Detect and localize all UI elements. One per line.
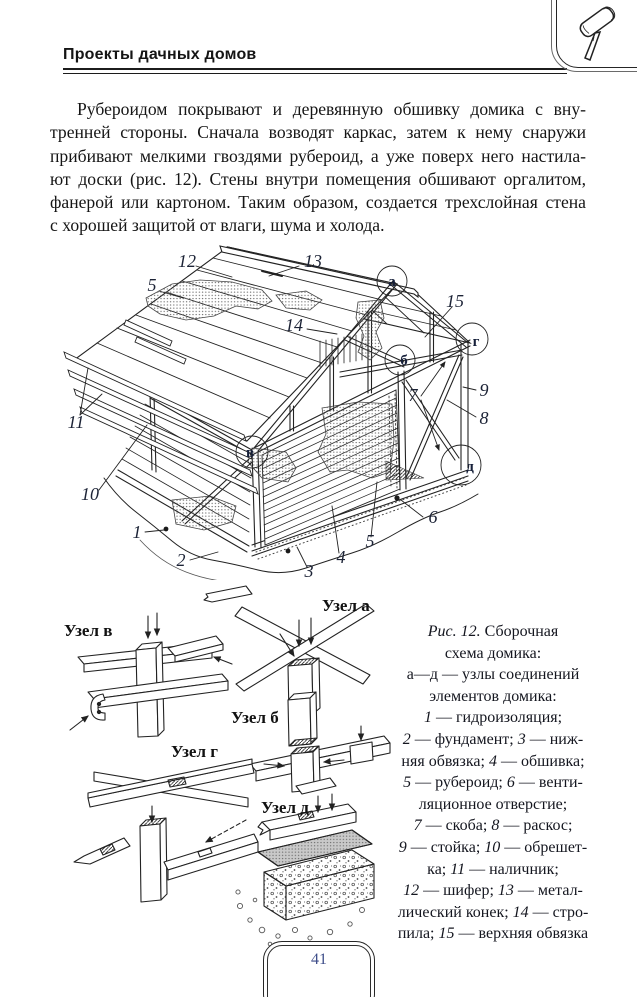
figure-callout-3: 3 xyxy=(304,561,314,580)
joint-letter-д: д xyxy=(466,459,474,475)
caption-line: 9 — стойка; 10 — обрешет- xyxy=(398,838,588,856)
figure-callout-5: 5 xyxy=(147,275,157,295)
figure-callout-5: 5 xyxy=(365,531,375,551)
caption-line: схема домика: xyxy=(444,644,542,662)
figure-callout-9: 9 xyxy=(479,380,489,400)
caption-line: ляционное отверстие; xyxy=(418,795,568,813)
figure-callout-11: 11 xyxy=(67,412,85,432)
header-rule-thick xyxy=(63,68,567,70)
caption-line: 12 — шифер; 13 — метал- xyxy=(403,882,583,900)
figure-callout-6: 6 xyxy=(428,507,438,527)
figure-caption xyxy=(386,621,600,945)
caption-line: 1 — гидроизоляция; xyxy=(423,709,563,727)
hammer-icon xyxy=(572,6,624,64)
page-number-box xyxy=(263,941,375,997)
node-label: Узел г xyxy=(171,742,218,761)
caption-line: 7 — скоба; 8 — раскос; xyxy=(413,817,573,835)
figure-callout-14: 14 xyxy=(285,315,303,335)
caption-line: Рис. 12. Сборочная xyxy=(427,623,559,640)
caption-line: элементов домика: xyxy=(429,687,557,705)
figure-callout-10: 10 xyxy=(81,484,99,504)
figure-callout-1: 1 xyxy=(132,522,142,542)
joint-letter-в: в xyxy=(245,445,255,461)
node-label: Узел б xyxy=(231,708,279,727)
joint-detail-g xyxy=(74,759,258,902)
caption-line: 2 — фундамент; 3 — ниж- xyxy=(402,730,584,748)
paragraph-line: с хорошей защитой от влаги, шума и холода. xyxy=(50,215,385,236)
caption-line: ка; 11 — наличник; xyxy=(427,860,559,878)
paragraph-line: ют доски (рис. 12). Стены внутри помещения обшивают оргалитом, xyxy=(50,168,586,189)
header-rule-thin xyxy=(63,73,567,74)
assembly-diagram xyxy=(0,236,637,580)
figure-callout-8: 8 xyxy=(479,408,489,428)
figure-callout-7: 7 xyxy=(408,385,418,405)
figure-callout-15: 15 xyxy=(446,291,464,311)
body-paragraph xyxy=(50,98,586,238)
node-label: Узел а xyxy=(322,596,370,615)
figure-callout-13: 13 xyxy=(304,251,322,271)
figure-callout-4: 4 xyxy=(336,547,346,567)
page-header-title: Проекты дачных домов xyxy=(63,46,257,63)
caption-line: пила; 15 — верхняя обвязка xyxy=(397,925,589,943)
caption-line: лический конек; 14 — стро- xyxy=(397,903,589,921)
caption-line: а—д — узлы соединений xyxy=(406,666,580,684)
figure-callout-12: 12 xyxy=(178,251,196,271)
joint-letter-а: а xyxy=(388,274,396,290)
paragraph-line: фанерой или картоном. Таким образом, создается трехслойная стена xyxy=(50,192,586,213)
figure-callout-2: 2 xyxy=(176,550,186,570)
page-number: 41 xyxy=(311,951,327,968)
caption-line: 5 — рубероид; 6 — венти- xyxy=(403,774,583,792)
paragraph-line: тренней стороны. Сначала возводят каркас, затем к нему снаружи xyxy=(50,122,586,143)
node-label: Узел в xyxy=(64,621,113,640)
paragraph-line: Рубероидом покрывают и деревянную обшивку домика с вну- xyxy=(77,99,586,119)
caption-line: няя обвязка; 4 — обшивка; xyxy=(401,752,585,770)
node-label: Узел д xyxy=(261,798,309,817)
paragraph-line: прибивают мелкими гвоздями рубероид, а уже поверх него настила- xyxy=(50,145,586,166)
joint-letter-г: г xyxy=(472,334,480,350)
joint-letter-б: б xyxy=(400,353,408,369)
